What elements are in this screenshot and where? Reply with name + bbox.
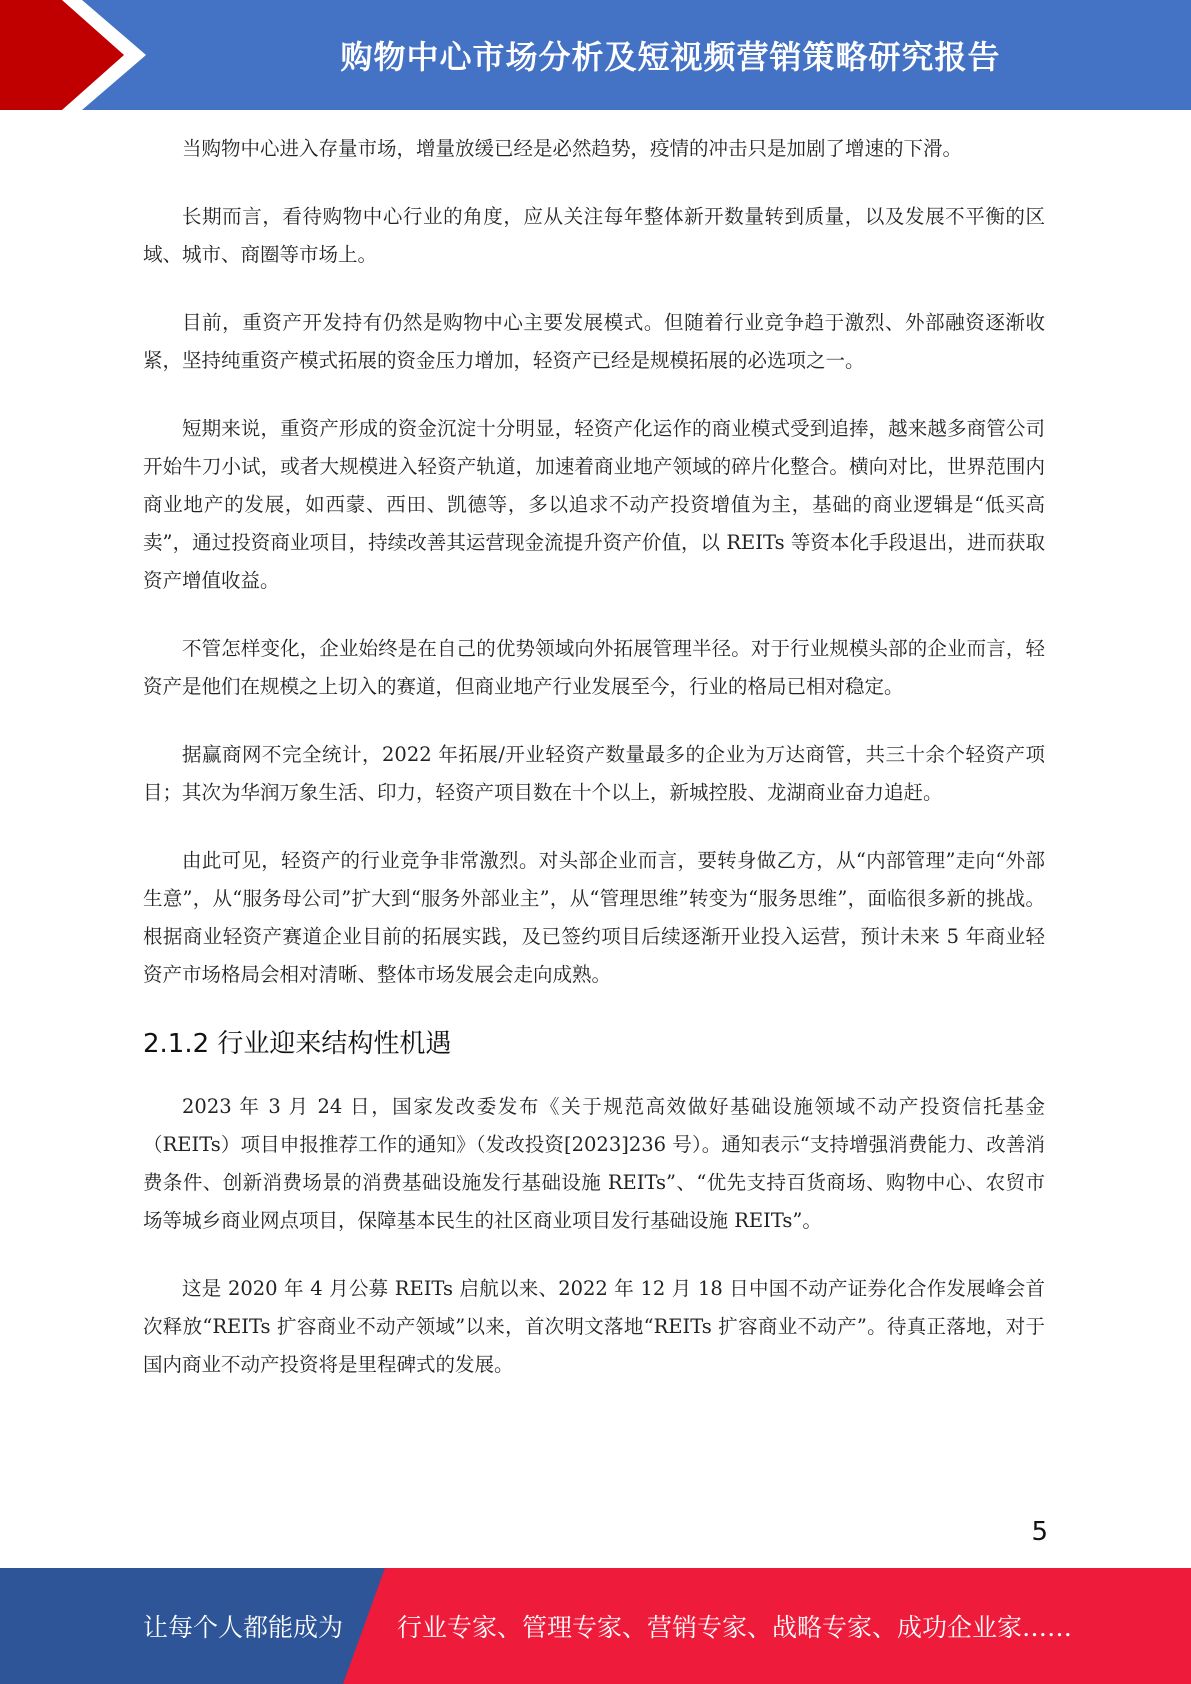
page-footer [0, 1568, 1191, 1684]
section-heading: 2.1.2 行业迎来结构性机遇 [143, 1029, 452, 1059]
footer-slogan-left: 让每个人都能成为 [143, 1613, 344, 1642]
paragraph-5: 不管怎样变化，企业始终是在自己的优势领域向外拓展管理半径。对于行业规模头部的企业而言，轻资产是他们在规模之上切入的赛道，但商业地产行业发展至今，行业的格局已相对稳定。 [143, 637, 1045, 698]
paragraph-4: 短期来说，重资产形成的资金沉淀十分明显，轻资产化运作的商业模式受到追捧，越来越多商管公司开始牛刀小试，或者大规模进入轻资产轨道，加速着商业地产领域的碎片化整合。横向对比，世界范围内商业地产的发展，如西蒙、西田、凯德等，多以追求不动产投资增值为主，基础的商业逻辑是“低买高卖”，通过投资商业项目，持续改善其运营现金流提升资产价值，以 REITs 等资本化手段退出，进而获取资产增值收益。 [143, 417, 1045, 592]
footer-slogan-right: 行业专家、管理专家、营销专家、战略专家、成功企业家…… [397, 1613, 1073, 1642]
paragraph-2: 长期而言，看待购物中心行业的角度，应从关注每年整体新开数量转到质量，以及发展不平衡的区域、城市、商圈等市场上。 [143, 205, 1045, 266]
page-number: 5 [1031, 1517, 1048, 1547]
paragraph-9: 这是 2020 年 4 月公募 REITs 启航以来、2022 年 12 月 18 日中国不动产证券化合作发展峰会首次释放“REITs 扩容商业不动产领域”以来，首次明文落地“REITs 扩容商业不动产”。待真正落地，对于国内商业不动产投资将是里程碑式的发展。 [143, 1277, 1045, 1376]
paragraph-3: 目前，重资产开发持有仍然是购物中心主要发展模式。但随着行业竞争趋于激烈、外部融资逐渐收紧，坚持纯重资产模式拓展的资金压力增加，轻资产已经是规模拓展的必选项之一。 [143, 311, 1045, 372]
page-body [143, 130, 1045, 1414]
page-header [0, 0, 1191, 110]
paragraph-8: 2023 年 3 月 24 日，国家发改委发布《关于规范高效做好基础设施领域不动产投资信托基金（REITs）项目申报推荐工作的通知》（发改投资[2023]236 号）。通知表示“支持增强消费能力、改善消费条件、创新消费场景的消费基础设施发行基础设施 REITs”、“优先支持百货商场、购物中心、农贸市场等城乡商业网点项目，保障基本民生的社区商业项目发行基础设施 REITs”。 [143, 1095, 1045, 1232]
report-title: 购物中心市场分析及短视频营销策略研究报告 [340, 38, 1001, 76]
paragraph-1: 当购物中心进入存量市场，增量放缓已经是必然趋势，疫情的冲击只是加剧了增速的下滑。 [182, 137, 963, 160]
paragraph-6: 据赢商网不完全统计，2022 年拓展/开业轻资产数量最多的企业为万达商管，共三十余个轻资产项目；其次为华润万象生活、印力，轻资产项目数在十个以上，新城控股、龙湖商业奋力追赶。 [143, 743, 1045, 804]
paragraph-7: 由此可见，轻资产的行业竞争非常激烈。对头部企业而言，要转身做乙方，从“内部管理”走向“外部生意”，从“服务母公司”扩大到“服务外部业主”，从“管理思维”转变为“服务思维”，面临很多新的挑战。根据商业轻资产赛道企业目前的拓展实践，及已签约项目后续逐渐开业投入运营，预计未来 5 年商业轻资产市场格局会相对清晰、整体市场发展会走向成熟。 [143, 849, 1045, 986]
